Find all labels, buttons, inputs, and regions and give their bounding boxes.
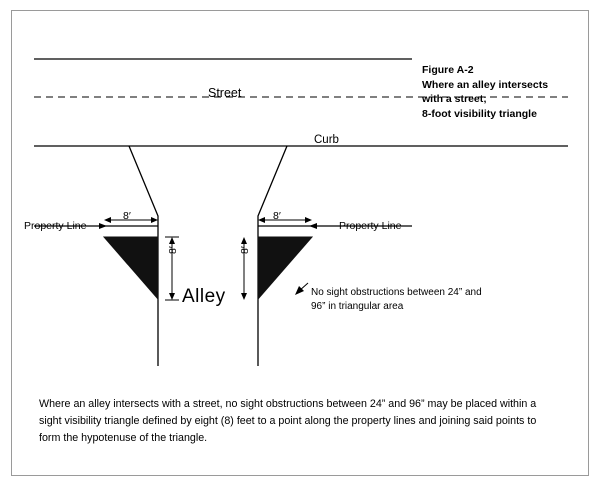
dim-left-vertical-arrow-top bbox=[169, 237, 175, 244]
dim-right-horizontal-arrow-end bbox=[305, 217, 312, 223]
sight-obstruction-note: No sight obstructions between 24” and 96” in triangular area bbox=[311, 287, 482, 312]
property-line-left-arrowhead bbox=[99, 223, 107, 229]
dimension-right-horizontal-label: 8′ bbox=[273, 210, 281, 222]
figure-title-block bbox=[422, 63, 582, 121]
figure-title-line-4: 8-foot visibility triangle bbox=[422, 107, 537, 120]
dim-left-vertical-arrow-bottom bbox=[169, 293, 175, 300]
property-line-right-arrowhead bbox=[309, 223, 317, 229]
property-line-right-label: Property Line bbox=[339, 220, 402, 232]
dim-right-horizontal-arrow-start bbox=[258, 217, 265, 223]
dim-right-vertical-arrow-top bbox=[241, 237, 247, 244]
dim-right-vertical-arrow-bottom bbox=[241, 293, 247, 300]
figure-title-line-2: Where an alley intersects bbox=[422, 78, 549, 91]
dim-left-horizontal-arrow-end bbox=[151, 217, 158, 223]
figure-frame bbox=[11, 10, 589, 476]
dimension-left-horizontal-label: 8′ bbox=[123, 210, 131, 222]
property-line-left-label: Property Line bbox=[24, 220, 87, 232]
figure-caption: Where an alley intersects with a street, no sight obstructions between 24” and 96” may be placed within a sight visibility triangle defined by eight (8) feet to a point along the property lines and joining said points to form the hypotenuse of the triangle. bbox=[39, 398, 537, 444]
figure-title-line-3: with a street; bbox=[422, 93, 487, 105]
dimension-right-vertical-label: 8′ bbox=[239, 246, 251, 254]
figure-title-line-1: Figure A-2 bbox=[422, 64, 474, 76]
sight-triangle-left bbox=[104, 237, 158, 299]
street-label: Street bbox=[208, 86, 242, 100]
sight-triangle-right bbox=[258, 237, 312, 299]
dim-left-horizontal-arrow-start bbox=[104, 217, 111, 223]
curb-label: Curb bbox=[314, 134, 339, 146]
alley-label: Alley bbox=[182, 286, 226, 307]
dimension-left-vertical-label: 8′ bbox=[167, 246, 179, 254]
